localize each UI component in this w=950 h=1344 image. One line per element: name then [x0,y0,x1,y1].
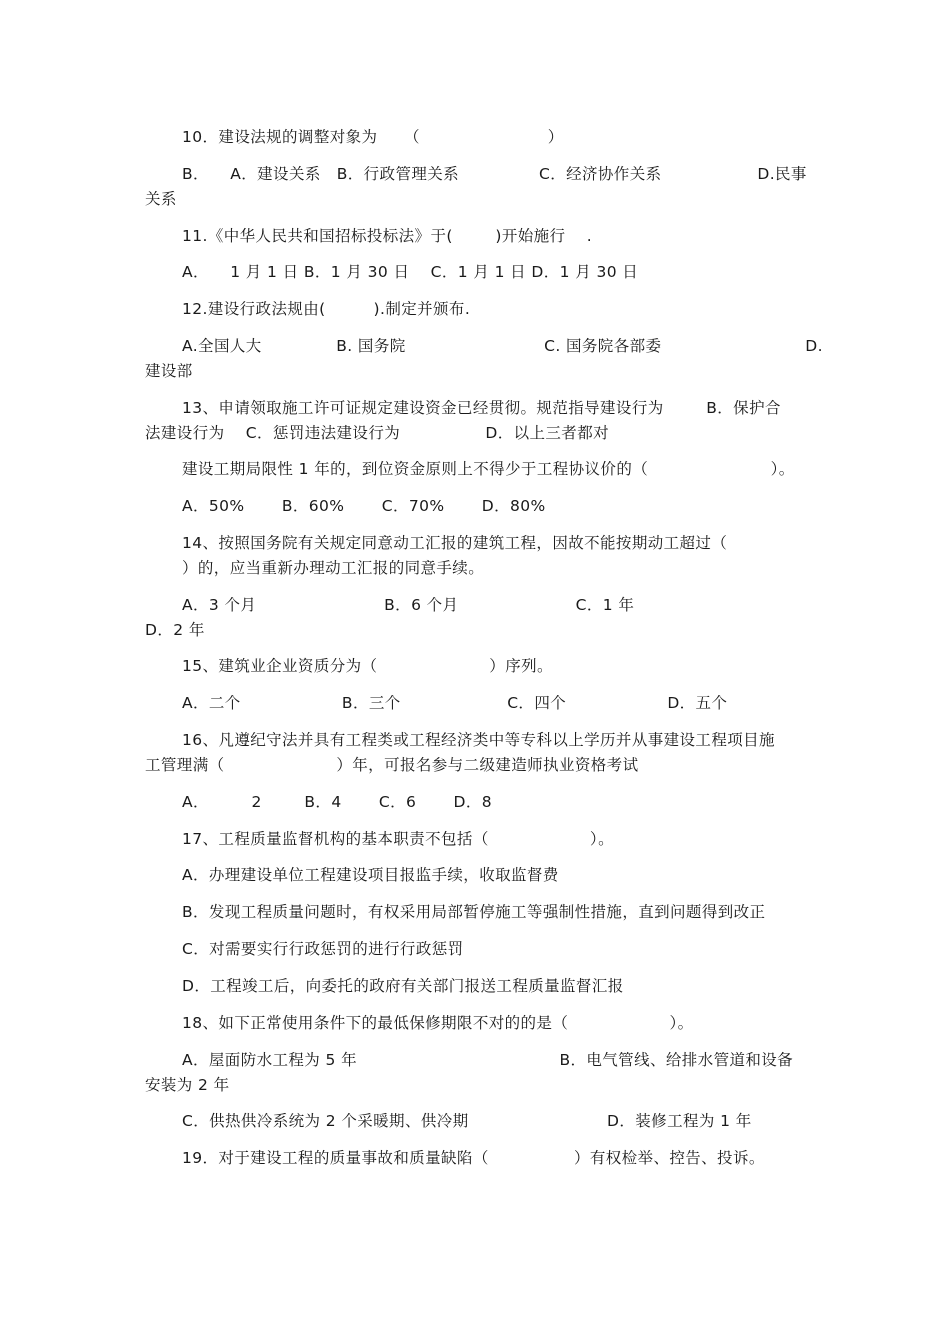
q18-stem: 18、如下正常使用条件下的最低保修期限不对的的是（ ）。 [182,1014,694,1032]
q16-stem-cont: 工管理满（ ）年，可报名参与二级建造师执业资格考试 [145,756,639,774]
q13-stem: 13、申请领取施工许可证规定建设资金已经贯彻。规范指导建设行为 B．保护合 [182,399,781,417]
q12-options-cont: 建设部 [145,362,193,380]
q18-options-ab-cont: 安装为 2 年 [145,1076,230,1094]
q10-options: B． A．建设关系 B．行政管理关系 C．经济协作关系 D.民事 [182,165,807,183]
q17-option-c: C．对需要实行行政惩罚的进行行政惩罚 [182,940,464,958]
q19-stem: 19．对于建设工程的质量事故和质量缺陷（ ）有权检举、控告、投诉。 [182,1149,765,1167]
q18-options-ab: A．屋面防水工程为 5 年 B．电气管线、给排水管道和设备 [182,1051,794,1069]
q18-options-cd: C．供热供冷系统为 2 个采暖期、供冷期 D．装修工程为 1 年 [182,1112,752,1130]
q15-options: A．二个 B．三个 C．四个 D．五个 [182,694,728,712]
q14-options: A．3 个月 B．6 个月 C．1 年 [182,596,635,614]
q12-options: A.全国人大 B. 国务院 C. 国务院各部委 D. [182,337,823,355]
q17-option-d: D．工程竣工后，向委托的政府有关部门报送工程质量监督汇报 [182,977,624,995]
q13b-stem: 建设工期局限性 1 年的，到位资金原则上不得少于工程协议价的（ ）。 [182,460,795,478]
q17-option-a: A．办理建设单位工程建设项目报监手续，收取监督费 [182,866,559,884]
q10-stem: 10．建设法规的调整对象为 （ ） [182,128,564,146]
q10-options-cont: 关系 [145,190,177,208]
q16-stem: 16、凡遵纪守法并具有工程类或工程经济类中等专科以上学历并从事建设工程项目施 [182,731,775,749]
q14-stem-cont: ）的，应当重新办理动工汇报的同意手续。 [182,559,485,577]
q14-options-cont: D．2 年 [145,621,205,639]
q16-options: A． 2 B．4 C．6 D．8 [182,793,493,811]
q11-stem: 11.《中华人民共和国招标投标法》于( )开始施行 . [182,227,593,245]
q17-stem: 17、工程质量监督机构的基本职责不包括（ ）。 [182,830,614,848]
q12-stem: 12.建设行政法规由( ).制定并颁布. [182,300,471,318]
q14-stem: 14、按照国务院有关规定同意动工汇报的建筑工程，因故不能按期动工超过（ [182,534,728,552]
q13b-options: A．50% B．60% C．70% D．80% [182,497,546,515]
q17-option-b: B．发现工程质量问题时，有权采用局部暂停施工等强制性措施，直到问题得到改正 [182,903,766,921]
q15-stem: 15、建筑业企业资质分为（ ）序列。 [182,657,553,675]
q11-options: A． 1 月 1 日 B．1 月 30 日 C．1 月 1 日 D．1 月 30 日 [182,263,639,281]
q13-stem-cont: 法建设行为 C．惩罚违法建设行为 D．以上三者都对 [145,424,609,442]
